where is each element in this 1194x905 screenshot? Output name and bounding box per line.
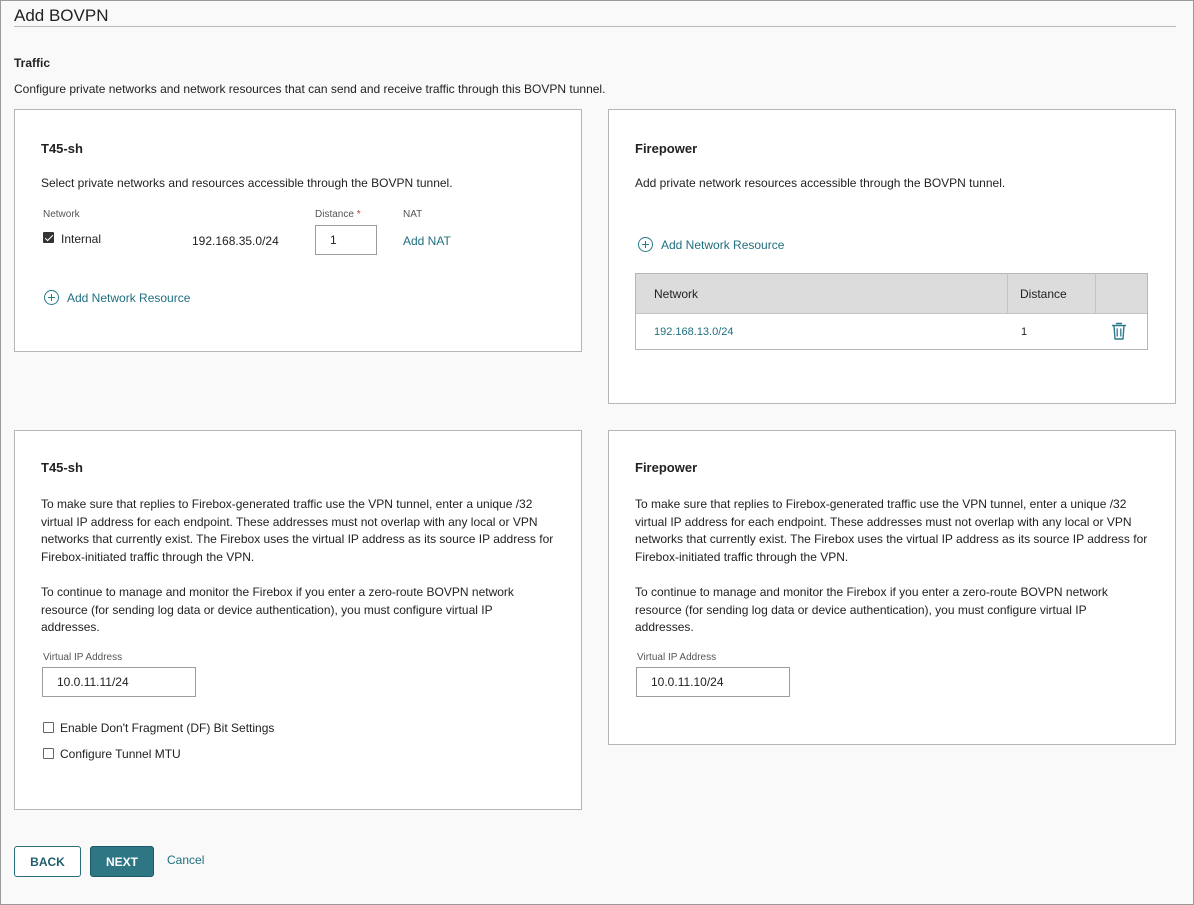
tunnel-mtu-label: Configure Tunnel MTU [60,747,181,761]
virtual-ip-paragraph-2: To continue to manage and monitor the Firebox if you enter a zero-route BOVPN network resource (for sending log data or device authentication), you must configure virtual IP addresses. [635,585,1108,634]
page-title: Add BOVPN [14,6,109,25]
virtual-ip-paragraph-1: To make sure that replies to Firebox-generated traffic use the VPN tunnel, enter a unique /32 virtual IP address for each endpoint. These addresses must not overlap with any local or VPN networks that currently exist. The Firebox uses the virtual IP address as its source IP address for Firebox-initiated traffic through the VPN. [635,497,1148,564]
df-bit-label: Enable Don't Fragment (DF) Bit Settings [60,721,275,735]
add-network-resource-button[interactable] [638,237,784,252]
network-address: 192.168.35.0/24 [192,234,279,248]
internal-network-checkbox[interactable] [43,232,54,243]
column-divider [1007,274,1008,314]
panel-description: Add private network resources accessible through the BOVPN tunnel. [635,176,1006,190]
panel-title: T45-sh [41,141,83,156]
plus-circle-icon [638,237,653,252]
virtual-ip-paragraph-2: To continue to manage and monitor the Firebox if you enter a zero-route BOVPN network resource (for sending log data or device authentication), you must configure virtual IP addresses. [41,585,514,634]
cancel-link[interactable]: Cancel [167,853,205,867]
network-column-label: Network [43,209,80,220]
virtual-ip-label: Virtual IP Address [637,652,717,663]
section-description: Configure private networks and network resources that can send and receive traffic through this BOVPN tunnel. [14,82,606,96]
tunnel-mtu-checkbox[interactable] [43,748,54,759]
virtual-ip-input[interactable]: 10.0.11.10/24 [636,667,790,697]
virtual-ip-paragraph-1: To make sure that replies to Firebox-generated traffic use the VPN tunnel, enter a unique /32 virtual IP address for each endpoint. These addresses must not overlap with any local or VPN networks that currently exist. The Firebox uses the virtual IP address as its source IP address for Firebox-initiated traffic through the VPN. [41,497,554,564]
add-nat-link[interactable]: Add NAT [403,234,451,248]
virtual-ip-input[interactable]: 10.0.11.11/24 [42,667,196,697]
row-distance: 1 [1021,326,1028,338]
panel-description: Select private networks and resources accessible through the BOVPN tunnel. [41,176,453,190]
virtual-ip-label: Virtual IP Address [43,652,123,663]
remote-virtual-ip-panel [608,430,1176,745]
network-name: Internal [61,232,102,246]
distance-input[interactable]: 1 [315,225,377,255]
local-networks-panel [14,109,582,352]
add-network-resource-label: Add Network Resource [661,237,785,252]
plus-circle-icon [44,290,59,305]
table-header-distance[interactable]: Distance [1020,287,1067,301]
title-divider [14,26,1176,27]
next-button[interactable]: NEXT [90,846,154,877]
column-divider [1095,274,1096,314]
table-header-network[interactable]: Network [654,287,699,301]
table-header [636,274,1147,314]
distance-column-label [315,209,361,220]
add-network-resource-label: Add Network Resource [67,290,191,305]
network-resources-table [635,273,1148,350]
remote-networks-panel [608,109,1176,404]
section-heading: Traffic [14,56,51,70]
row-network-link[interactable]: 192.168.13.0/24 [654,326,734,338]
add-network-resource-button[interactable] [44,290,190,305]
panel-title: Firepower [635,141,698,156]
panel-title: Firepower [635,460,698,475]
distance-label-text: Distance [315,209,354,220]
back-button[interactable]: BACK [14,846,81,877]
local-virtual-ip-panel [14,430,582,810]
nat-column-label: NAT [403,209,423,220]
required-marker: * [356,209,361,220]
df-bit-checkbox[interactable] [43,722,54,733]
trash-icon[interactable] [1111,321,1127,341]
panel-title: T45-sh [41,460,83,475]
